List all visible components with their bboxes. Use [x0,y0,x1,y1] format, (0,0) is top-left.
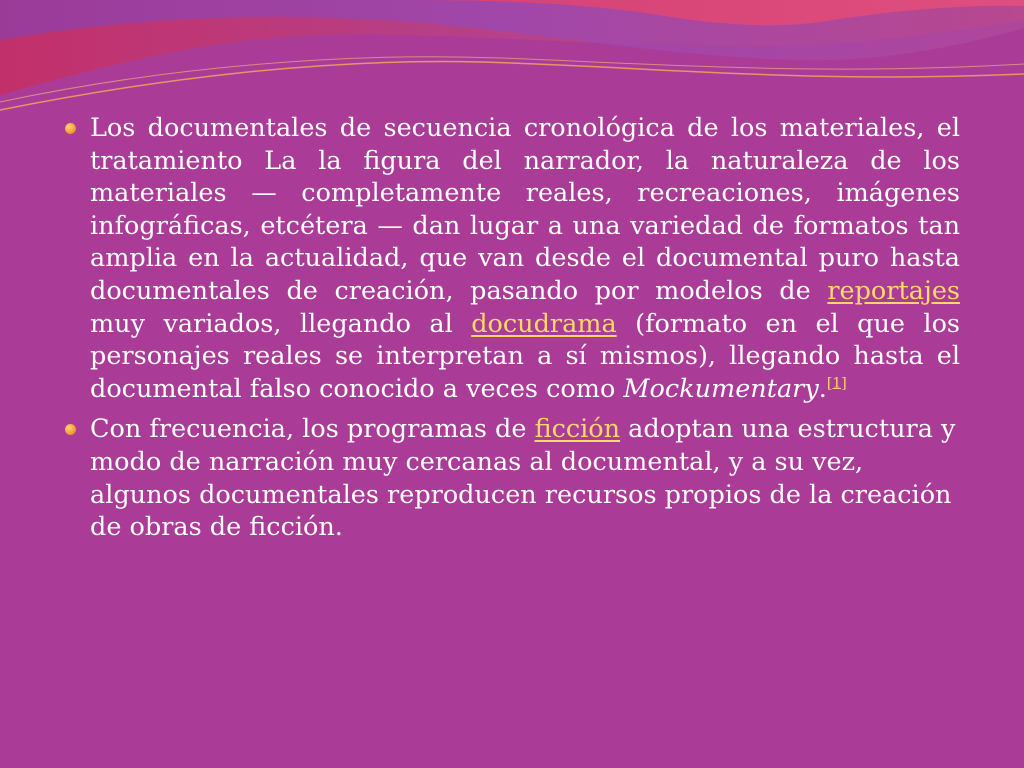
reportajes-link[interactable]: reportajes [827,275,960,306]
circle-bullet-icon [65,424,76,435]
bullet-item [60,112,960,405]
circle-bullet-icon [65,123,76,134]
footnote-ref-link[interactable]: [1] [826,375,847,392]
bullet-text: Los documentales de secuencia cronológica de los materiales, el tratamiento La la figura del narrador, la naturaleza de los materiales — completamente reales, recreaciones, imágenes infográficas, etcétera — dan lugar a una variedad de formatos tan amplia en la actualidad, que van desde el documental puro hasta documentales de creación, pasando por modelos de reportajes muy variados, llegando al docudrama (formato en el que los personajes reales se interpretan a sí mismos), llegando hasta el documental falso conocido a veces como Mockumentary.[1] [90,113,961,404]
header-wave-decoration [0,0,1024,130]
bullet-item [60,413,960,543]
slide-body [60,112,960,552]
docudrama-link[interactable]: docudrama [471,308,617,339]
bullet-text: Con frecuencia, los programas de ficción adoptan una estructura y modo de narración muy cercanas al documental, y a su vez, algunos documentales reproducen recursos propios de la creación de obras de ficción. [90,414,956,543]
mockumentary-term: Mockumentary [623,373,819,404]
ficcion-link[interactable]: ficción [534,414,621,445]
bullet-list [60,112,960,544]
